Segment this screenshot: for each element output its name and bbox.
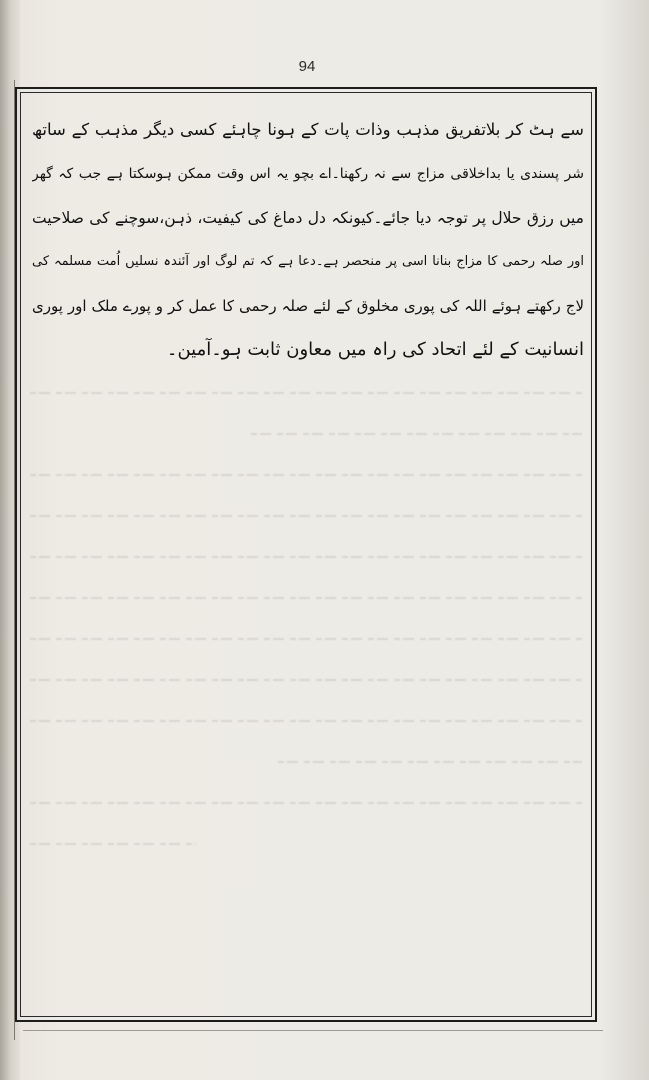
text-line: شر پسندی یا بداخلاقی مزاج سے نہ رکھنا۔اے بچو یہ اس وقت ممکن ہوسکتا ہے جب کہ گھر [32,166,584,182]
text-line: لاج رکھتے ہوئے اللہ کی پوری مخلوق کے لئے صلہ رحمی کا عمل کر و پورے ملک اور پوری [32,297,584,315]
text-line: انسانیت کے لئے اتحاد کی راہ میں معاون ثابت ہو۔آمین۔ [166,339,584,360]
text-line: اور صلہ رحمی کا مزاج بنانا اسی پر منحصر ہے۔دعا ہے کہ تم لوگ اور آئندہ نسلیں اُمت مسلمہ کی [32,254,584,269]
show-through-text [30,392,582,952]
body-text [32,108,584,372]
bottom-rule [23,1030,603,1031]
page-number: 94 [298,58,316,75]
text-line: سے ہٹ کر بلاتفریق مذہب وذات پات کے ہونا چاہئے کسی دیگر مذہب کے ساتھ [32,120,584,139]
text-line: میں رزق حلال پر توجہ دیا جائے۔کیونکہ دل دماغ کی کیفیت، ذہن،سوچنے کی صلاحیت [32,209,584,227]
